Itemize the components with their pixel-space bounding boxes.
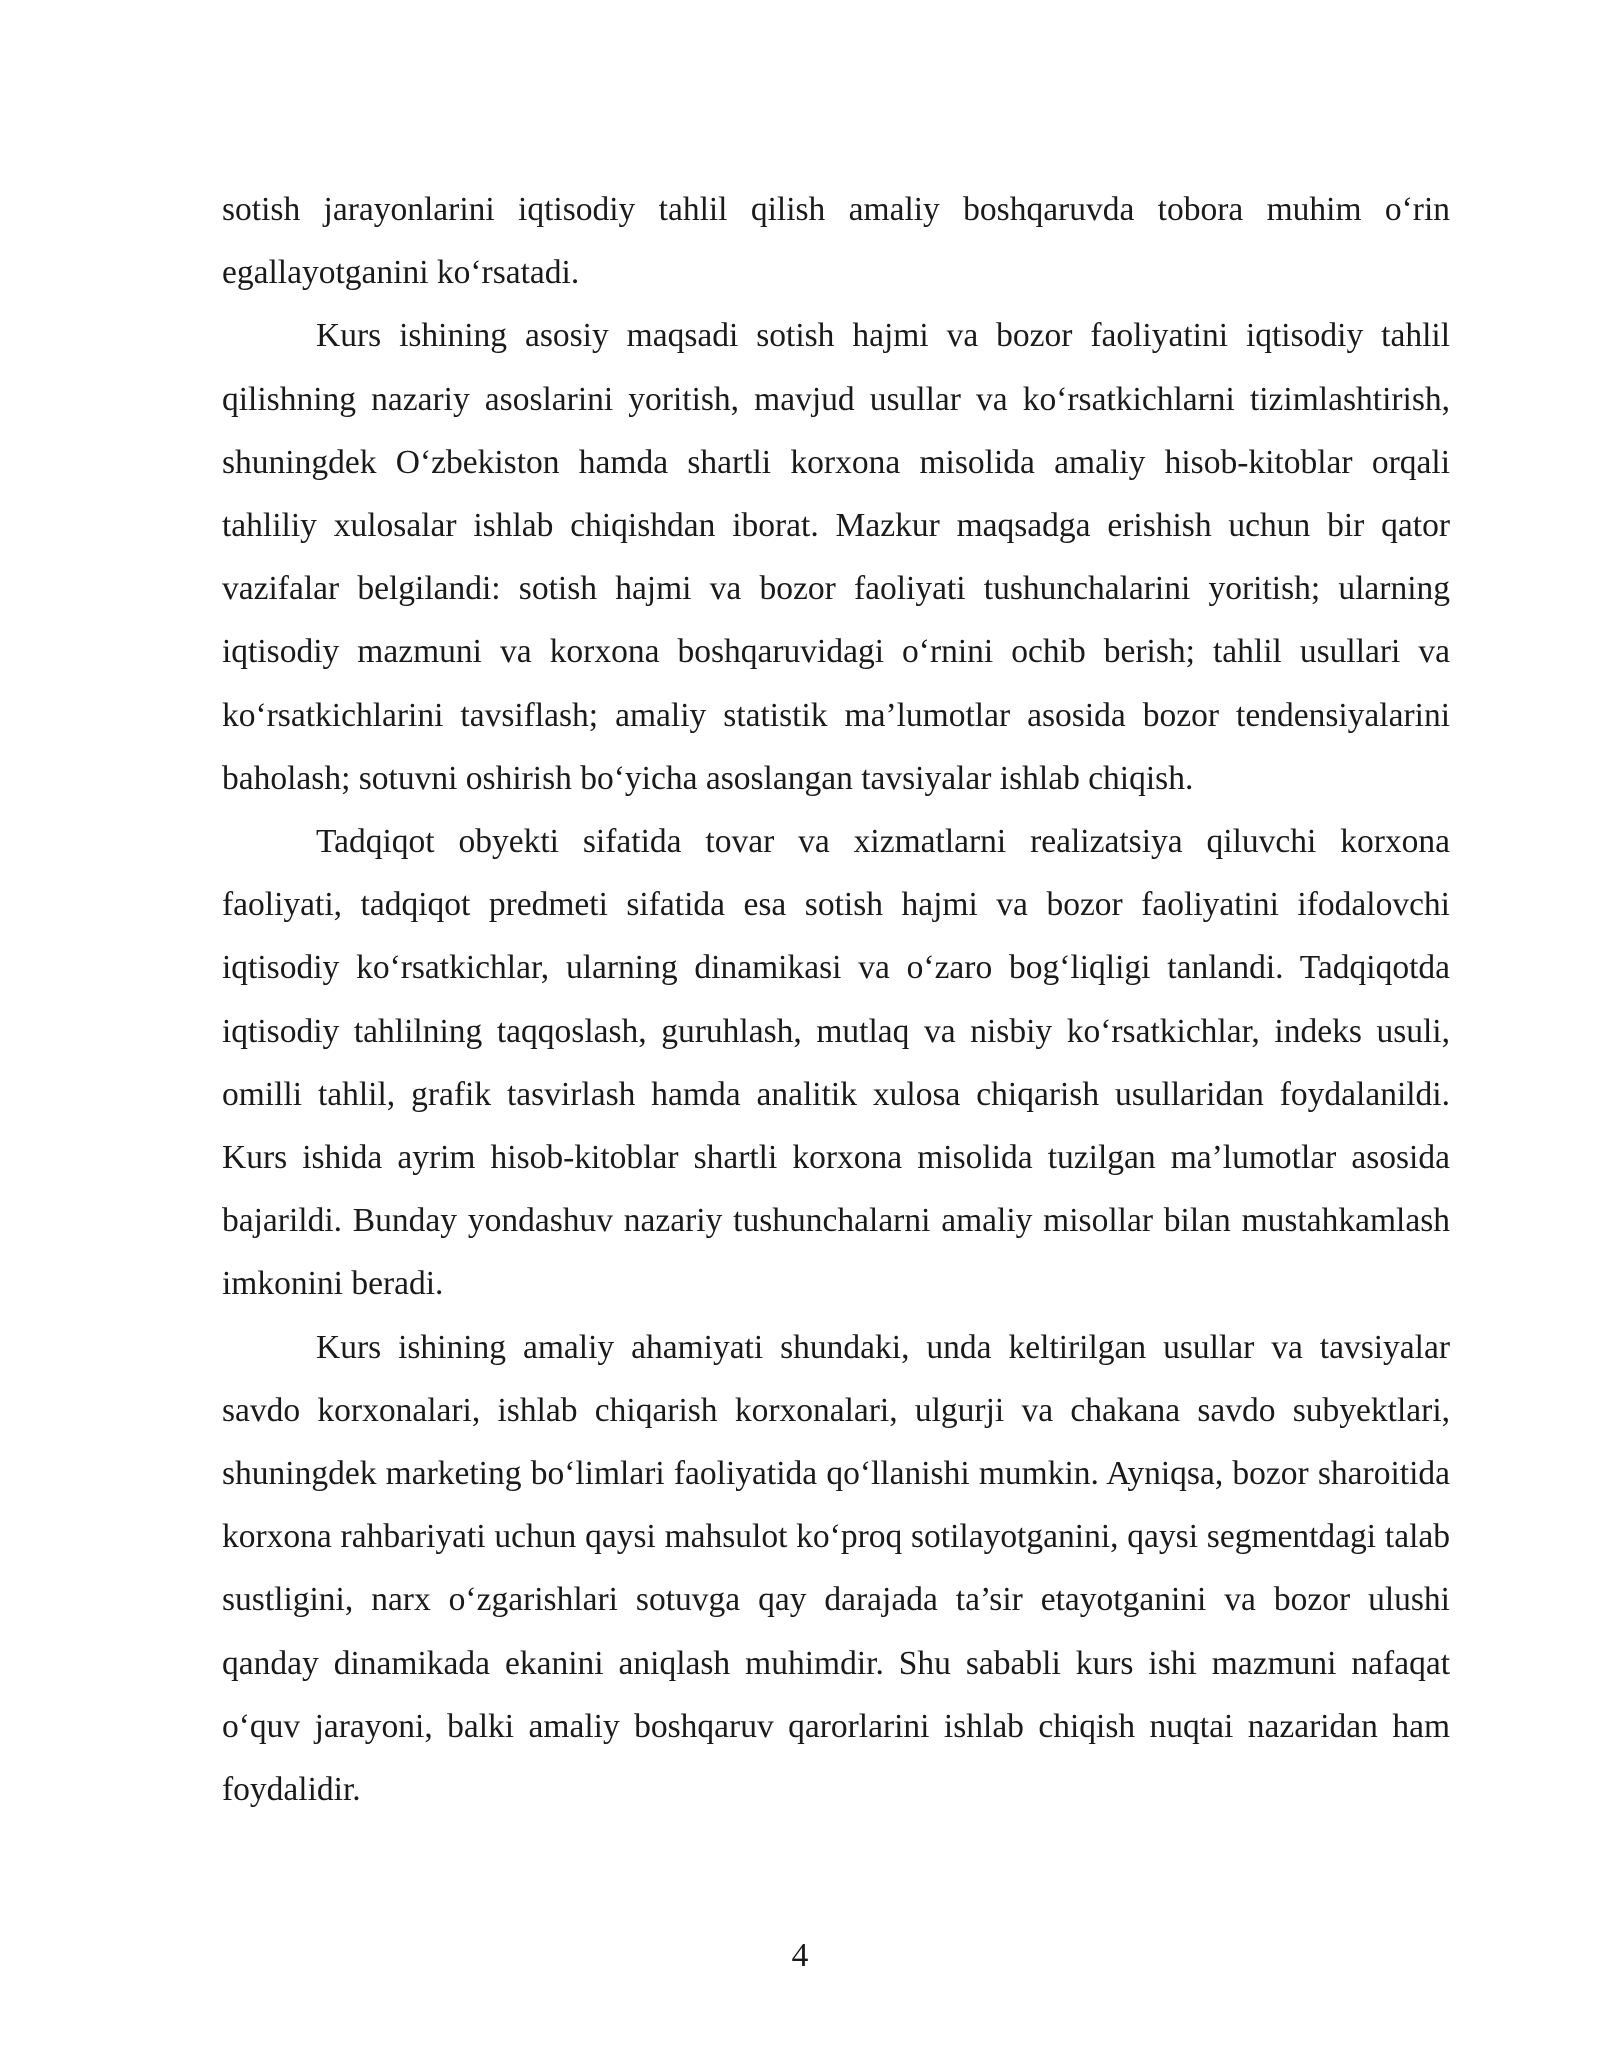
- document-body: [222, 178, 1450, 1821]
- paragraph-purpose: Kurs ishining asosiy maqsadi sotish hajmi va bozor faoliyatini iqtisodiy tahlil qilishning nazariy asoslarini yoritish, mavjud usullar va ko‘rsatkichlarni tizimlashtirish, shuningdek O‘zbekiston hamda shartli korxona misolida amaliy hisob-kitoblar orqali tahliliy xulosalar ishlab chiqishdan iborat. Mazkur maqsadga erishish uchun bir qator vazifalar belgilandi: sotish hajmi va bozor faoliyati tushunchalarini yoritish; ularning iqtisodiy mazmuni va korxona boshqaruvidagi o‘rnini ochib berish; tahlil usullari va ko‘rsatkichlarini tavsiflash; amaliy statistik ma’lumotlar asosida bozor tendensiyalarini baholash; sotuvni oshirish bo‘yicha asoslangan tavsiyalar ishlab chiqish.: [222, 317, 1450, 797]
- paragraph-continuation: sotish jarayonlarini iqtisodiy tahlil qilish amaliy boshqaruvda tobora muhim o‘rin egallayotganini ko‘rsatadi.: [222, 191, 1450, 292]
- paragraph-practical-significance: Kurs ishining amaliy ahamiyati shundaki, unda keltirilgan usullar va tavsiyalar savdo korxonalari, ishlab chiqarish korxonalari, ulgurji va chakana savdo subyektlari, shuningdek marketing bo‘limlari faoliyatida qo‘llanishi mumkin. Ayniqsa, bozor sharoitida korxona rahbariyati uchun qaysi mahsulot ko‘proq sotilayotganini, qaysi segmentdagi talab sustligini, narx o‘zgarishlari sotuvga qay darajada ta’sir etayotganini va bozor ulushi qanday dinamikada ekanini aniqlash muhimdir. Shu sababli kurs ishi mazmuni nafaqat o‘quv jarayoni, balki amaliy boshqaruv qarorlarini ishlab chiqish nuqtai nazaridan ham foydalidir.: [222, 1328, 1450, 1809]
- page-number: 4: [791, 1937, 809, 1974]
- paragraph-research-object: Tadqiqot obyekti sifatida tovar va xizmatlarni realizatsiya qiluvchi korxona faoliyati, tadqiqot predmeti sifatida esa sotish hajmi va bozor faoliyatini ifodalovchi iqtisodiy ko‘rsatkichlar, ularning dinamikasi va o‘zaro bog‘liqligi tanlandi. Tadqiqotda iqtisodiy tahlilning taqqoslash, guruhlash, mutlaq va nisbiy ko‘rsatkichlar, indeks usuli, omilli tahlil, grafik tasvirlash hamda analitik xulosa chiqarish usullaridan foydalanildi. Kurs ishida ayrim hisob-kitoblar shartli korxona misolida tuzilgan ma’lumotlar asosida bajarildi. Bunday yondashuv nazariy tushunchalarni amaliy misollar bilan mustahkamlash imkonini beradi.: [222, 823, 1450, 1303]
